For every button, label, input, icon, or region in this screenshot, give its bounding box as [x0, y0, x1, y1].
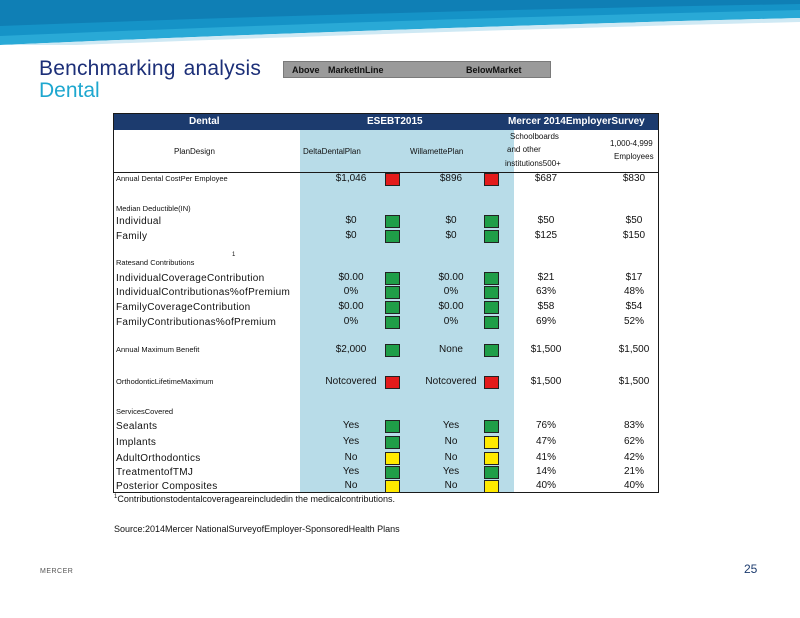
delta-value: 0%: [343, 286, 359, 297]
legend-above: Above: [292, 65, 320, 75]
willamette-status-square: [484, 344, 499, 357]
subheader-willamette: WillamettePlan: [410, 147, 464, 156]
schoolboards-value: $50: [537, 215, 555, 226]
row-label: Implants: [116, 437, 157, 448]
delta-status-square: [385, 215, 400, 228]
delta-status-square: [385, 173, 400, 186]
schoolboards-value: $125: [534, 230, 558, 241]
table-row: [114, 420, 658, 434]
table-row: [114, 301, 658, 315]
willamette-status-square: [484, 466, 499, 479]
schoolboards-value: $58: [537, 301, 555, 312]
row-label: Individual: [116, 216, 162, 227]
willamette-status-square: [484, 230, 499, 243]
willamette-status-square: [484, 376, 499, 389]
row-label: Ratesand Contributions: [116, 258, 195, 267]
willamette-value: $0: [445, 215, 457, 226]
willamette-value: $0.00: [438, 301, 464, 312]
delta-value: Notcovered: [325, 376, 377, 387]
delta-status-square: [385, 480, 400, 493]
row-footnote-marker: 1: [232, 252, 236, 258]
employees-value: $150: [622, 230, 646, 241]
delta-value: 0%: [343, 316, 359, 327]
table-row: [114, 406, 658, 420]
willamette-value: $0.00: [438, 272, 464, 283]
employees-value: $1,500: [618, 376, 650, 387]
willamette-value: 0%: [443, 316, 459, 327]
row-label: Family: [116, 231, 148, 242]
delta-value: $2,000: [335, 344, 367, 355]
row-label: IndividualCoverageContribution: [116, 273, 265, 284]
legend-in-line: MarketInLine: [328, 65, 384, 75]
delta-value: $0: [345, 230, 357, 241]
schoolboards-value: 14%: [535, 466, 556, 477]
benchmark-table: [113, 113, 659, 493]
willamette-value: $0: [445, 230, 457, 241]
header-dental: Dental: [189, 116, 220, 127]
schoolboards-value: $21: [537, 272, 555, 283]
employees-value: $54: [625, 301, 643, 312]
subheader-employees-line2: Employees: [614, 152, 654, 161]
top-decorative-band: [0, 0, 800, 45]
delta-value: Yes: [342, 436, 360, 447]
willamette-value: No: [444, 480, 458, 491]
source-note: Source:2014Mercer NationalSurveyofEmployer-SponsoredHealth Plans: [114, 524, 400, 534]
row-label: AdultOrthodontics: [116, 453, 201, 464]
delta-value: Yes: [342, 420, 360, 431]
willamette-value: No: [444, 436, 458, 447]
willamette-value: Yes: [442, 466, 460, 477]
delta-status-square: [385, 286, 400, 299]
willamette-status-square: [484, 301, 499, 314]
employees-value: 48%: [623, 286, 644, 297]
footnote-text: Contributionstodentalcoverageareincludedin the medicalcontributions.: [117, 494, 396, 504]
willamette-status-square: [484, 215, 499, 228]
row-label: IndividualContributionas%ofPremium: [116, 287, 291, 298]
willamette-status-square: [484, 480, 499, 493]
table-row: [114, 286, 658, 300]
table-row: [114, 436, 658, 450]
willamette-status-square: [484, 286, 499, 299]
employees-value: 83%: [623, 420, 644, 431]
table-row: [114, 230, 658, 244]
delta-status-square: [385, 230, 400, 243]
delta-value: $0.00: [338, 301, 364, 312]
title-word-1: Benchmarking: [39, 57, 176, 80]
delta-status-square: [385, 301, 400, 314]
willamette-status-square: [484, 420, 499, 433]
subheader-schools-line2: and other: [507, 145, 541, 154]
row-label: OrthodonticLifetimeMaximum: [116, 377, 214, 386]
delta-value: No: [344, 452, 358, 463]
employees-value: 40%: [623, 480, 644, 491]
row-label: ServicesCovered: [116, 407, 174, 416]
willamette-value: $896: [439, 173, 463, 184]
subheader-employees-line1: 1,000-4,999: [610, 139, 653, 148]
employees-value: 42%: [623, 452, 644, 463]
row-label: Sealants: [116, 421, 158, 432]
page-subtitle: Dental: [39, 79, 100, 102]
schoolboards-value: 69%: [535, 316, 556, 327]
table-row: [114, 466, 658, 480]
header-mercer: Mercer 2014EmployerSurvey: [508, 116, 645, 127]
willamette-status-square: [484, 452, 499, 465]
table-row: [114, 480, 658, 494]
subheader-schools-line1: Schoolboards: [510, 132, 559, 141]
delta-status-square: [385, 420, 400, 433]
subheader-schools-line3: institutions500+: [505, 159, 561, 168]
table-row: [114, 173, 658, 187]
mercer-logo-text: MERCER: [40, 568, 74, 575]
table-row: [114, 316, 658, 330]
row-label: TreatmentofTMJ: [116, 467, 194, 478]
delta-status-square: [385, 466, 400, 479]
page-number: 25: [744, 562, 758, 576]
schoolboards-value: $687: [534, 173, 558, 184]
employees-value: $830: [622, 173, 646, 184]
schoolboards-value: 76%: [535, 420, 556, 431]
schoolboards-value: 40%: [535, 480, 556, 491]
row-label: Annual Dental CostPer Employee: [116, 174, 228, 183]
delta-status-square: [385, 452, 400, 465]
table-row: [114, 376, 658, 390]
schoolboards-value: 63%: [535, 286, 556, 297]
schoolboards-value: $1,500: [530, 376, 562, 387]
willamette-status-square: [484, 173, 499, 186]
willamette-value: 0%: [443, 286, 459, 297]
delta-value: $1,046: [335, 173, 367, 184]
willamette-value: None: [439, 344, 463, 355]
title-word-2: analysis: [183, 57, 262, 80]
table-row: [114, 252, 658, 271]
subheader-delta: DeltaDentalPlan: [303, 147, 361, 156]
row-label: FamilyContributionas%ofPremium: [116, 317, 277, 328]
table-header-bar: [114, 114, 658, 130]
row-label: Posterior Composites: [116, 481, 218, 492]
willamette-value: Notcovered: [425, 376, 477, 387]
delta-value: $0.00: [338, 272, 364, 283]
delta-status-square: [385, 376, 400, 389]
delta-value: $0: [345, 215, 357, 226]
row-label: Annual Maximum Benefit: [116, 345, 200, 354]
employees-value: 21%: [623, 466, 644, 477]
footnote-marker: 1: [114, 494, 118, 500]
delta-status-square: [385, 344, 400, 357]
legend-below: BelowMarket: [466, 65, 522, 75]
legend-bar: [283, 61, 551, 78]
table-row: [114, 344, 658, 358]
willamette-status-square: [484, 272, 499, 285]
header-esebt: ESEBT2015: [367, 116, 423, 127]
willamette-value: No: [444, 452, 458, 463]
table-row: [114, 215, 658, 229]
employees-value: 62%: [623, 436, 644, 447]
row-label: Median Deductible(IN): [116, 204, 191, 213]
schoolboards-value: 41%: [535, 452, 556, 463]
employees-value: $50: [625, 215, 643, 226]
delta-status-square: [385, 272, 400, 285]
page-title: [39, 57, 261, 81]
schoolboards-value: $1,500: [530, 344, 562, 355]
employees-value: $17: [625, 272, 643, 283]
row-label: FamilyCoverageContribution: [116, 302, 251, 313]
subheader-plan-design: PlanDesign: [174, 147, 215, 156]
footnote: [114, 494, 395, 504]
delta-status-square: [385, 436, 400, 449]
table-subheader: [114, 130, 658, 173]
delta-value: No: [344, 480, 358, 491]
delta-value: Yes: [342, 466, 360, 477]
willamette-status-square: [484, 436, 499, 449]
delta-status-square: [385, 316, 400, 329]
table-row: [114, 452, 658, 466]
schoolboards-value: 47%: [535, 436, 556, 447]
willamette-status-square: [484, 316, 499, 329]
employees-value: $1,500: [618, 344, 650, 355]
table-row: [114, 272, 658, 286]
willamette-value: Yes: [442, 420, 460, 431]
employees-value: 52%: [623, 316, 644, 327]
